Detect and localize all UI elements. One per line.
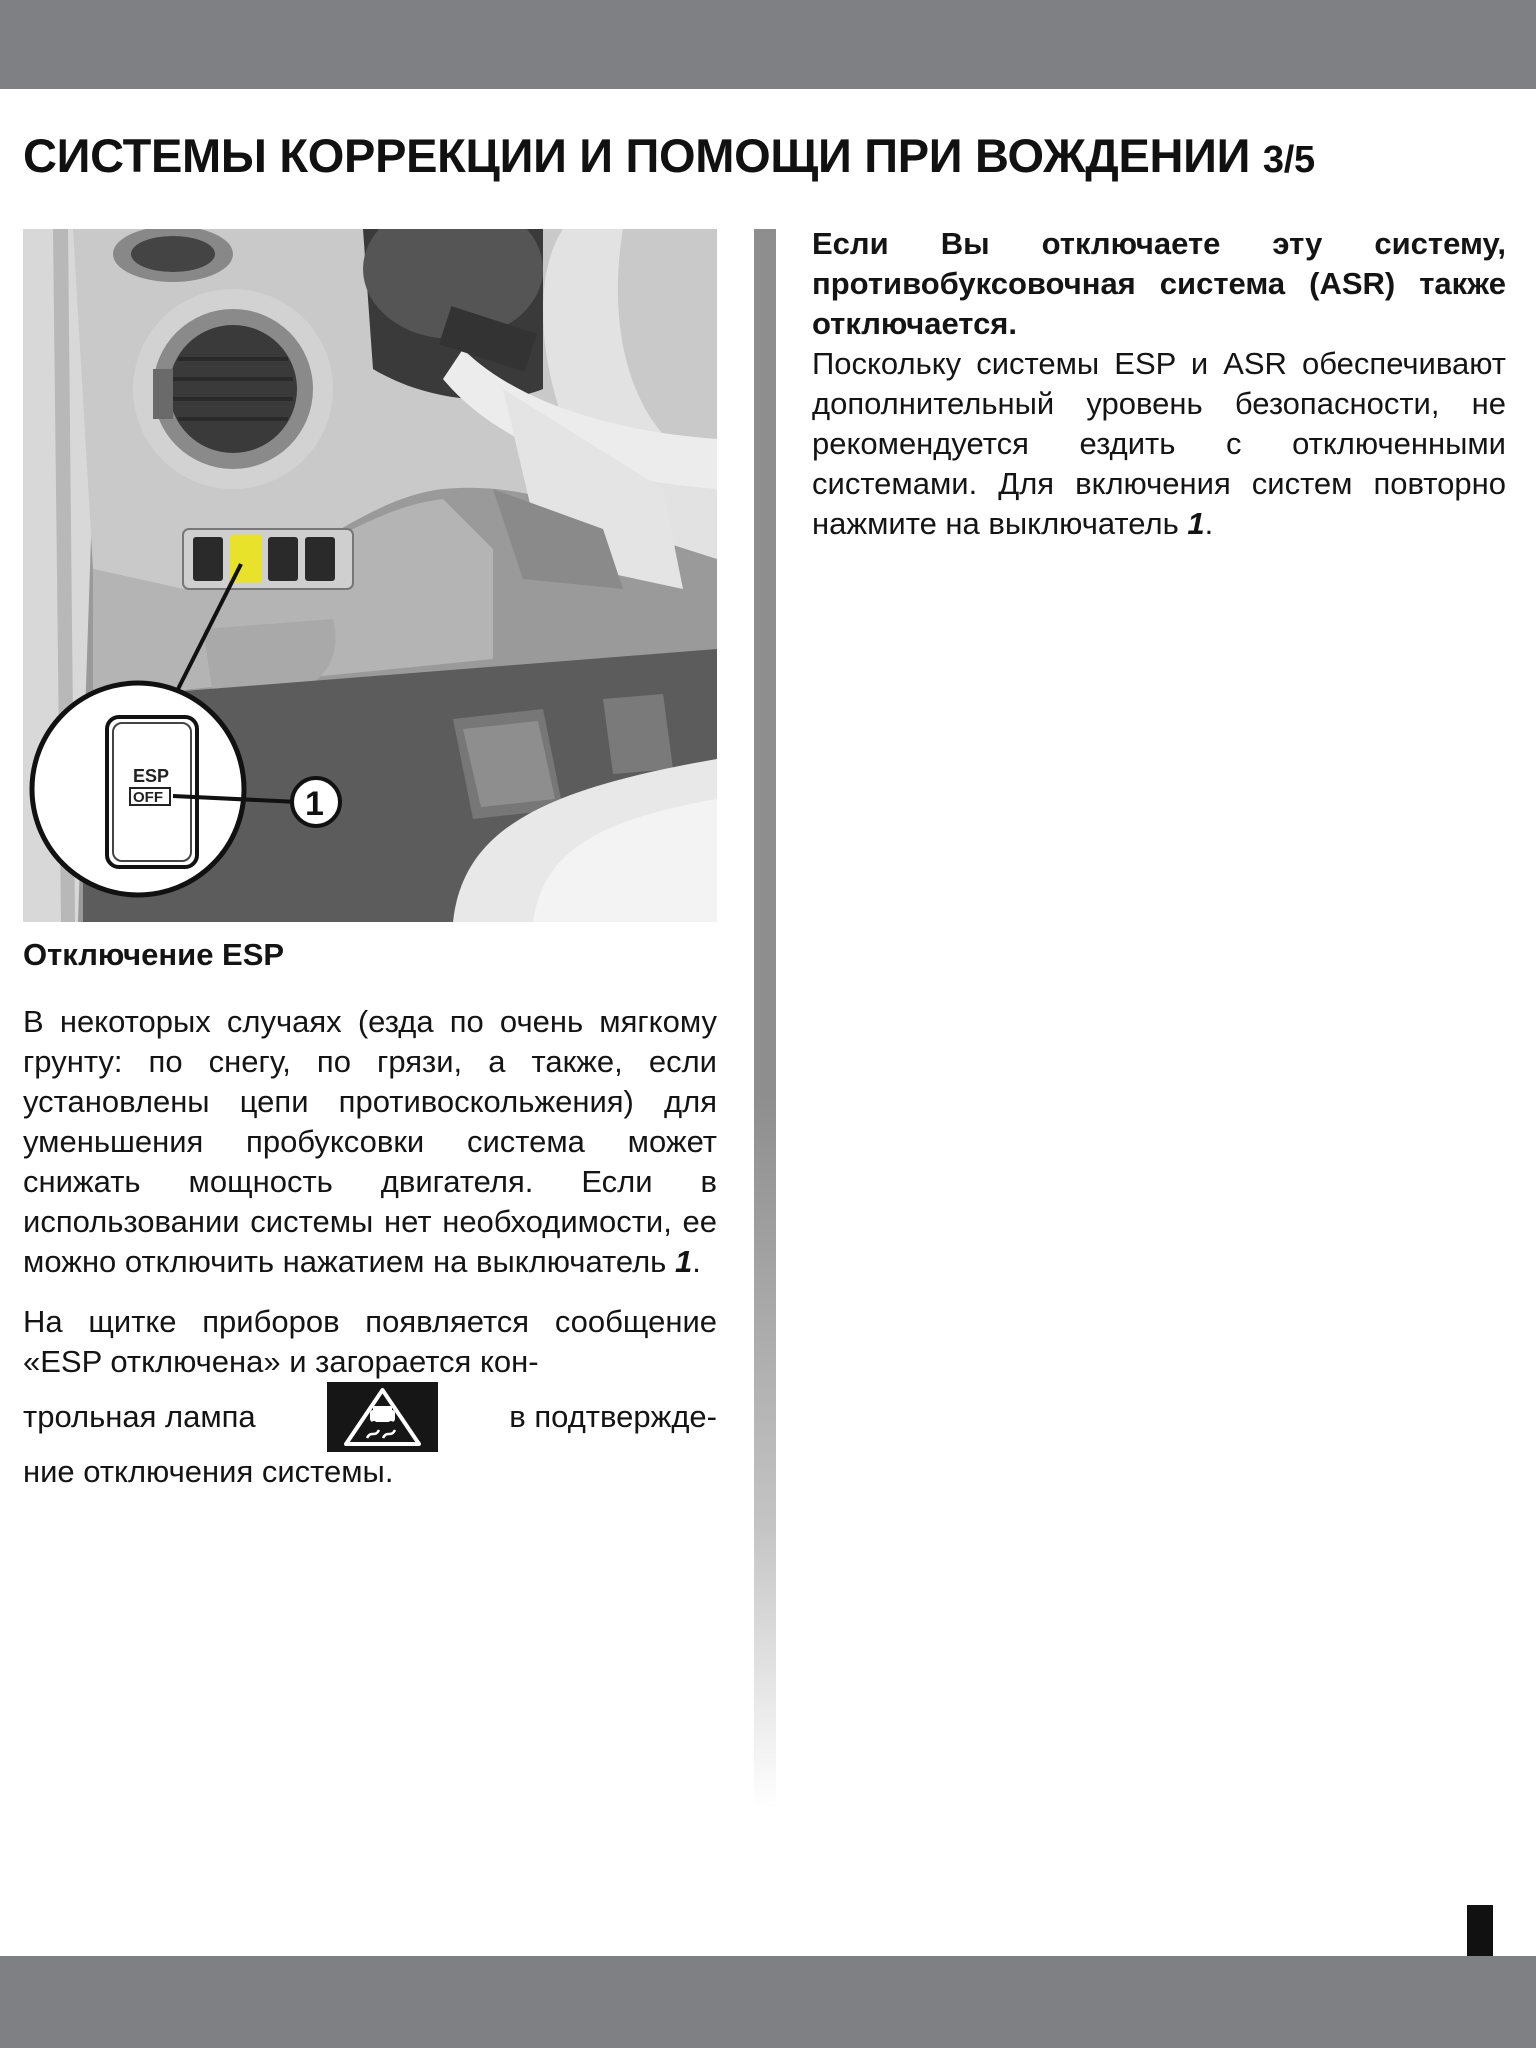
left-column — [23, 930, 717, 1492]
lamp-text-after: в подтвержде- — [509, 1399, 717, 1434]
esp-warning-lamp-icon — [327, 1382, 438, 1452]
switch-reference: 1 — [1187, 506, 1205, 541]
bottom-band — [0, 1956, 1536, 2048]
paragraph-tail: ние отключения системы. — [23, 1454, 394, 1489]
paragraph-text: В некоторых случаях (езда по очень мягкому грунту: по снегу, по грязи, а также, если установлены цепи противоскольжения) для уменьшения пробуксовки система может снижать мощность двигателя. Если в использовании системы нет необходимости, ее можно отключить нажатием на выключатель — [23, 1004, 717, 1279]
switch-reference: 1 — [674, 1244, 693, 1279]
lamp-text-before: трольная лампа — [23, 1399, 256, 1434]
page-edge-marker — [1467, 1905, 1493, 1958]
top-band — [0, 0, 1536, 89]
right-column — [812, 224, 1506, 564]
switch-label-off: OFF — [133, 789, 163, 806]
lamp-line — [23, 1382, 717, 1452]
callout-number: 1 — [305, 785, 324, 823]
page-title-text: СИСТЕМЫ КОРРЕКЦИИ И ПОМОЩИ ПРИ ВОЖДЕНИИ — [23, 129, 1251, 182]
paragraph-message: На щитке приборов появляется сообщение «ESP отключена» и загорается кон- — [23, 1304, 717, 1379]
asr-note: Если Вы отключаете эту систему, противобуксовочная система (ASR) также отключается. — [812, 226, 1506, 341]
column-divider — [754, 229, 776, 1809]
section-heading: Отключение ESP — [23, 937, 285, 972]
page-indicator: 3/5 — [1262, 139, 1315, 181]
paragraph-end: . — [692, 1244, 701, 1279]
paragraph-safety — [812, 344, 1506, 544]
paragraph-end: . — [1204, 506, 1214, 541]
page-title — [23, 128, 1315, 183]
paragraph-text: Поскольку системы ESP и ASR обеспечивают дополнительный уровень безопасности, не рекомендуется ездить с отключенными системами. Для включения систем повторно нажмите на выключатель — [812, 346, 1506, 541]
dashboard-illustration — [23, 229, 717, 922]
paragraph-esp-disable — [23, 1002, 717, 1282]
switch-label-esp: ESP — [133, 766, 170, 786]
